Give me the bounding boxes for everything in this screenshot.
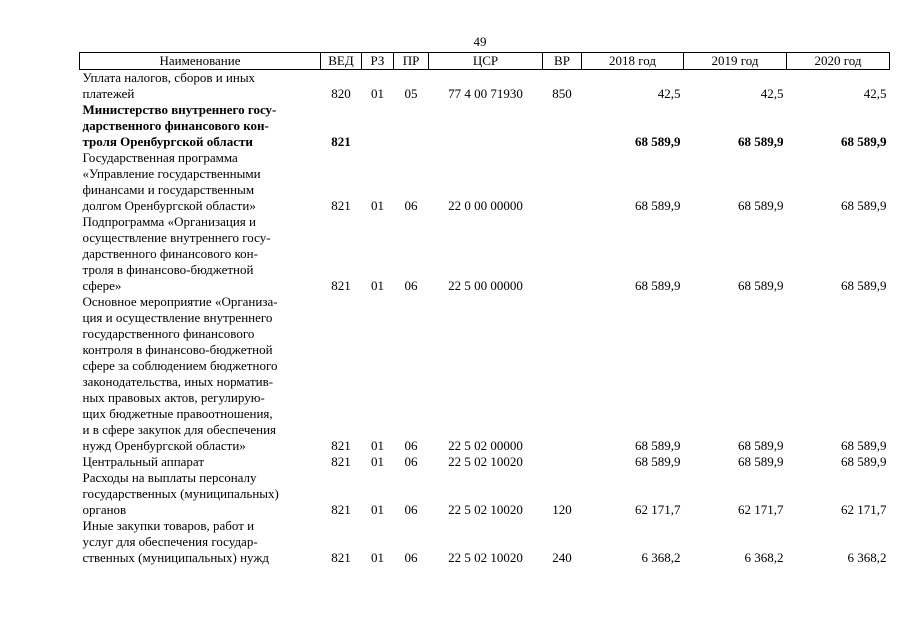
row-name-line: троля Оренбургской области [82, 134, 253, 149]
amount-2020-cell: 42,5 [863, 86, 887, 101]
vr-cell: 240 [552, 550, 572, 565]
table-row [80, 518, 890, 566]
vr-cell [543, 102, 582, 150]
table-row [80, 214, 890, 294]
row-name-line: Расходы на выплаты персоналу [82, 470, 257, 485]
row-name-cell [80, 102, 321, 150]
ved-cell: 821 [331, 134, 351, 149]
pr-cell: 06 [404, 198, 418, 213]
amount-2020-cell: 68 589,9 [841, 438, 887, 453]
row-name-line: дарственного финансового кон- [82, 118, 269, 133]
row-name-cell [80, 518, 321, 566]
table-row [80, 70, 890, 103]
csr-cell: 22 0 00 00000 [448, 198, 523, 213]
amount-2019-cell: 68 589,9 [738, 454, 784, 469]
vr-cell [543, 454, 582, 470]
rz-cell: 01 [371, 198, 384, 213]
amount-2019-cell: 68 589,9 [738, 198, 784, 213]
column-header-name: Наименование [80, 53, 321, 70]
row-name-line: и в сфере закупок для обеспечения [82, 422, 277, 437]
row-name-line: Центральный аппарат [82, 454, 205, 469]
ved-cell: 821 [331, 198, 351, 213]
row-name-line: нужд Оренбургской области» [82, 438, 246, 453]
amount-2019-cell: 6 368,2 [744, 550, 784, 565]
table-row [80, 102, 890, 150]
row-name-line: щих бюджетные правоотношения, [82, 406, 273, 421]
csr-cell: 22 5 02 10020 [448, 454, 523, 469]
row-name-line: государственных (муниципальных) [82, 486, 279, 501]
pr-cell: 05 [404, 86, 418, 101]
rz-cell: 01 [371, 550, 384, 565]
column-header-2018: 2018 год [582, 53, 684, 70]
pr-cell: 06 [404, 278, 418, 293]
row-name-line: сфере за соблюдением бюджетного [82, 358, 278, 373]
csr-cell: 77 4 00 71930 [448, 86, 523, 101]
row-name-line: Подпрограмма «Организация и [82, 214, 256, 229]
row-name-cell [80, 454, 321, 470]
amount-2020-cell: 62 171,7 [841, 502, 887, 517]
rz-cell: 01 [371, 454, 384, 469]
pr-cell: 06 [404, 550, 418, 565]
amount-2018-cell: 68 589,9 [635, 198, 681, 213]
row-name-cell [80, 70, 321, 103]
ved-cell: 821 [331, 278, 351, 293]
column-header-csr: ЦСР [429, 53, 543, 70]
table-header-row [80, 53, 890, 70]
row-name-line: ных правовых актов, регулирую- [82, 390, 265, 405]
amount-2018-cell: 68 589,9 [635, 454, 681, 469]
row-name-line: осуществление внутреннего госу- [82, 230, 271, 245]
amount-2020-cell: 68 589,9 [841, 134, 887, 149]
row-name-line: контроля в финансово-бюджетной [82, 342, 273, 357]
amount-2018-cell: 68 589,9 [635, 134, 681, 149]
rz-cell: 01 [371, 86, 384, 101]
row-name-line: троля в финансово-бюджетной [82, 262, 254, 277]
amount-2020-cell: 6 368,2 [847, 550, 887, 565]
column-header-2019: 2019 год [684, 53, 787, 70]
vr-cell: 850 [552, 86, 572, 101]
column-header-ved: ВЕД [321, 53, 362, 70]
amount-2018-cell: 68 589,9 [635, 278, 681, 293]
amount-2019-cell: 68 589,9 [738, 134, 784, 149]
csr-cell [429, 102, 543, 150]
pr-cell [394, 102, 429, 150]
row-name-line: платежей [82, 86, 135, 101]
column-header-rz: РЗ [362, 53, 394, 70]
table-row [80, 294, 890, 454]
csr-cell: 22 5 02 00000 [448, 438, 523, 453]
row-name-line: услуг для обеспечения государ- [82, 534, 258, 549]
row-name-cell [80, 470, 321, 518]
amount-2018-cell: 68 589,9 [635, 438, 681, 453]
row-name-line: ственных (муниципальных) нужд [82, 550, 269, 565]
row-name-line: долгом Оренбургской области» [82, 198, 256, 213]
csr-cell: 22 5 02 10020 [448, 502, 523, 517]
amount-2018-cell: 42,5 [657, 86, 681, 101]
table-row [80, 470, 890, 518]
amount-2020-cell: 68 589,9 [841, 198, 887, 213]
page-number: 49 [473, 34, 487, 49]
row-name-line: Министерство внутреннего госу- [82, 102, 277, 117]
amount-2018-cell: 62 171,7 [635, 502, 681, 517]
column-header-pr: ПР [394, 53, 429, 70]
amount-2019-cell: 68 589,9 [738, 438, 784, 453]
row-name-cell [80, 214, 321, 294]
pr-cell: 06 [404, 438, 418, 453]
row-name-line: «Управление государственными [82, 166, 261, 181]
table-row [80, 454, 890, 470]
ved-cell: 821 [331, 550, 351, 565]
row-name-line: Основное мероприятие «Организа- [82, 294, 278, 309]
table-row [80, 150, 890, 214]
amount-2020-cell: 68 589,9 [841, 278, 887, 293]
row-name-line: Государственная программа [82, 150, 238, 165]
row-name-line: органов [82, 502, 127, 517]
row-name-line: дарственного финансового кон- [82, 246, 258, 261]
budget-table [79, 52, 890, 566]
rz-cell: 01 [371, 278, 384, 293]
row-name-cell [80, 294, 321, 454]
vr-cell [543, 294, 582, 454]
amount-2019-cell: 42,5 [760, 86, 784, 101]
row-name-line: финансами и государственным [82, 182, 255, 197]
rz-cell: 01 [371, 438, 384, 453]
vr-cell [543, 150, 582, 214]
vr-cell [543, 214, 582, 294]
ved-cell: 821 [331, 438, 351, 453]
ved-cell: 821 [331, 502, 351, 517]
pr-cell: 06 [404, 502, 418, 517]
amount-2019-cell: 62 171,7 [738, 502, 784, 517]
row-name-line: ция и осуществление внутреннего [82, 310, 273, 325]
row-name-line: Уплата налогов, сборов и иных [82, 70, 256, 85]
csr-cell: 22 5 02 10020 [448, 550, 523, 565]
ved-cell: 820 [331, 86, 351, 101]
row-name-cell [80, 150, 321, 214]
amount-2019-cell: 68 589,9 [738, 278, 784, 293]
pr-cell: 06 [404, 454, 418, 469]
column-header-vr: ВР [543, 53, 582, 70]
row-name-line: сфере» [82, 278, 122, 293]
ved-cell: 821 [331, 454, 351, 469]
row-name-line: государственного финансового [82, 326, 255, 341]
table-body [80, 70, 890, 567]
column-header-2020: 2020 год [787, 53, 890, 70]
rz-cell: 01 [371, 502, 384, 517]
row-name-line: законодательства, иных норматив- [82, 374, 274, 389]
vr-cell: 120 [552, 502, 572, 517]
rz-cell [362, 102, 394, 150]
amount-2018-cell: 6 368,2 [641, 550, 681, 565]
amount-2020-cell: 68 589,9 [841, 454, 887, 469]
csr-cell: 22 5 00 00000 [448, 278, 523, 293]
row-name-line: Иные закупки товаров, работ и [82, 518, 255, 533]
